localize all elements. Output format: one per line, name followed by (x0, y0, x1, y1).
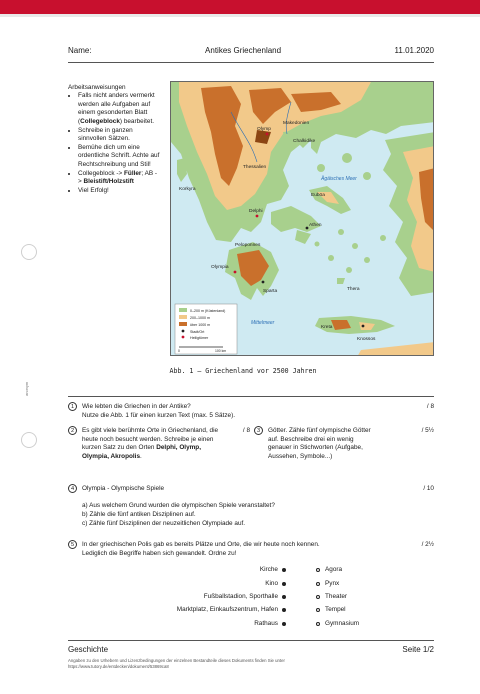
question-number-5: 5 (68, 540, 77, 549)
map-label-mittelmeer: Mittelmeer (251, 320, 275, 326)
map-caption: Abb. 1 — Griechenland vor 2500 Jahren (169, 367, 317, 375)
match-right-4: Tempel (325, 606, 346, 613)
instructions (68, 84, 160, 196)
svg-text:Stadt/Ort: Stadt/Ort (190, 330, 205, 334)
match-left-dot[interactable] (282, 622, 286, 626)
match-left-dot[interactable] (282, 568, 286, 572)
map-label-sparta: Sparta (263, 289, 278, 294)
map-label-euboea: Euböa (311, 193, 325, 198)
question-1-text: Wie lebten die Griechen in der Antike? Nutze die Abb. 1 für einen kurzen Text (max. 5 Sätze). (82, 403, 235, 419)
match-right-3: Theater (325, 593, 348, 600)
question-5-points: / 2½ (421, 541, 434, 548)
legal-notice: Angaben zu den Urhebern und Lizenzbedingungen der einzelnen Bestandteile dieses Dokuments finden Sie unter https://www.tutory.de/entdecken/dokument/53869ca8 (68, 658, 368, 670)
map-label-delphi: Delphi (249, 209, 263, 214)
svg-text:200–1000 m: 200–1000 m (190, 316, 210, 320)
svg-text:0: 0 (178, 349, 180, 353)
question-3-text: Götter. Zähle fünf olympische Götter auf. Beschreibe drei ein wenig genauer in Stichworten (Aufgabe, Aussehen, Symbole...) (268, 427, 371, 460)
map-label-athen: Athen (309, 223, 322, 228)
punch-hole-top (21, 244, 37, 260)
question-number-3: 3 (254, 426, 263, 435)
match-left-2: Kino (265, 580, 278, 587)
header-rule (68, 62, 434, 63)
question-4-points: / 10 (423, 485, 434, 492)
match-right-dot[interactable] (316, 568, 320, 572)
instructions-heading: Arbeitsanweisungen (68, 84, 126, 91)
svg-text:0–200 m (Küstenland): 0–200 m (Küstenland) (190, 309, 226, 313)
match-left-1: Kirche (259, 566, 278, 573)
instruction-item: • Collegeblock -> Füller; AB -> Bleistift/Holzstift (78, 170, 160, 187)
map-label-chalkidike: Chalkidike (293, 139, 316, 144)
svg-text:100 km: 100 km (215, 349, 227, 353)
section-rule-top (68, 396, 434, 397)
instruction-item: • Falls nicht anders vermerkt werden alle Aufgaben auf einem gesonderten Blatt (Collegeblock) bearbeitet. (78, 92, 160, 126)
greece-map (170, 81, 434, 356)
map-label-knossos: Knossos (357, 337, 376, 342)
match-right-dot[interactable] (316, 622, 320, 626)
question-number-1: 1 (68, 402, 77, 411)
footer (68, 645, 434, 654)
map-label-aegaeis: Ägäisches Meer (321, 176, 357, 182)
question-2-text: Es gibt viele berühmte Orte in Griechenland, die heute noch besucht werden. Schreibe je einen kurzen Satz zu den Orten Delphi, Olymp, Olympia, Akropolis. (82, 427, 219, 460)
footer-rule (68, 640, 434, 641)
top-color-bar (0, 0, 480, 14)
map-label-makedonien: Makedonien (283, 121, 310, 126)
question-4-text: Olympia - Olympische Spiele (82, 485, 165, 492)
match-left-dot[interactable] (282, 582, 286, 586)
map-label-korkyra: Korkyra (179, 187, 196, 192)
instruction-item: • Bemühe dich um eine ordentliche Schrift. Achte auf Rechtschreibung und Stil! (78, 144, 160, 169)
match-right-dot[interactable] (316, 582, 320, 586)
match-right-5: Gymnasium (325, 620, 360, 627)
question-4c: c) Zähle fünf Disziplinen der neuzeitlichen Olympiade auf. (82, 520, 246, 527)
match-right-2: Pynx (325, 580, 340, 587)
map-label-peloponnes: Peloponnes (235, 243, 261, 248)
match-left-5: Rathaus (254, 620, 278, 627)
worksheet-title: Antikes Griechenland (205, 46, 282, 55)
question-5-text: In der griechischen Polis gab es bereits Plätze und Orte, die wir heute noch kennen. Lediglich die Begriffe haben sich gewandelt. Ordne zu! (82, 541, 320, 557)
map-legend (175, 304, 237, 354)
map-label-olympia: Olympia (211, 265, 229, 270)
match-left-dot[interactable] (282, 608, 286, 612)
match-left-dot[interactable] (282, 595, 286, 599)
side-note: anonym (24, 381, 29, 396)
legal-link[interactable]: https://www.tutory.de/entdecken/dokument/53869ca8 (68, 664, 169, 669)
instructions-list (78, 92, 160, 195)
footer-page: Seite 1/2 (402, 645, 434, 654)
question-3-points: / 5½ (421, 427, 434, 434)
footer-subject: Geschichte (68, 645, 109, 654)
name-label: Name: (68, 46, 92, 55)
punch-hole-bottom (21, 432, 37, 448)
match-right-dot[interactable] (316, 595, 320, 599)
map-label-thessalien: Thessalien (243, 165, 267, 170)
top-divider (0, 14, 480, 17)
map-label-kreta: Kreta (321, 325, 333, 330)
map-label-olymp: Olymp (257, 127, 271, 132)
question-1-points: / 8 (426, 403, 434, 410)
question-number-4: 4 (68, 484, 77, 493)
instruction-item: • Schreibe in ganzen sinnvollen Sätzen. (78, 127, 160, 144)
map-label-thera: Thera (347, 287, 360, 292)
question-4a: a) Aus welchem Grund wurden die olympischen Spiele veranstaltet? (82, 502, 275, 509)
worksheet-header (68, 46, 434, 60)
instruction-item: • Viel Erfolg! (78, 187, 160, 195)
question-2-points: / 8 (242, 427, 250, 434)
svg-text:Heiligtümer: Heiligtümer (190, 336, 209, 340)
match-left-4: Marktplatz, Einkaufszentrum, Hafen (176, 606, 278, 613)
match-left-3: Fußballstadion, Sporthalle (203, 593, 278, 600)
svg-text:über 1000 m: über 1000 m (190, 323, 211, 327)
match-right-dot[interactable] (316, 608, 320, 612)
question-4b: b) Zähle die fünf antiken Disziplinen auf. (82, 511, 196, 518)
worksheet-date: 11.01.2020 (394, 46, 434, 55)
question-number-2: 2 (68, 426, 77, 435)
match-right-1: Agora (325, 566, 343, 573)
